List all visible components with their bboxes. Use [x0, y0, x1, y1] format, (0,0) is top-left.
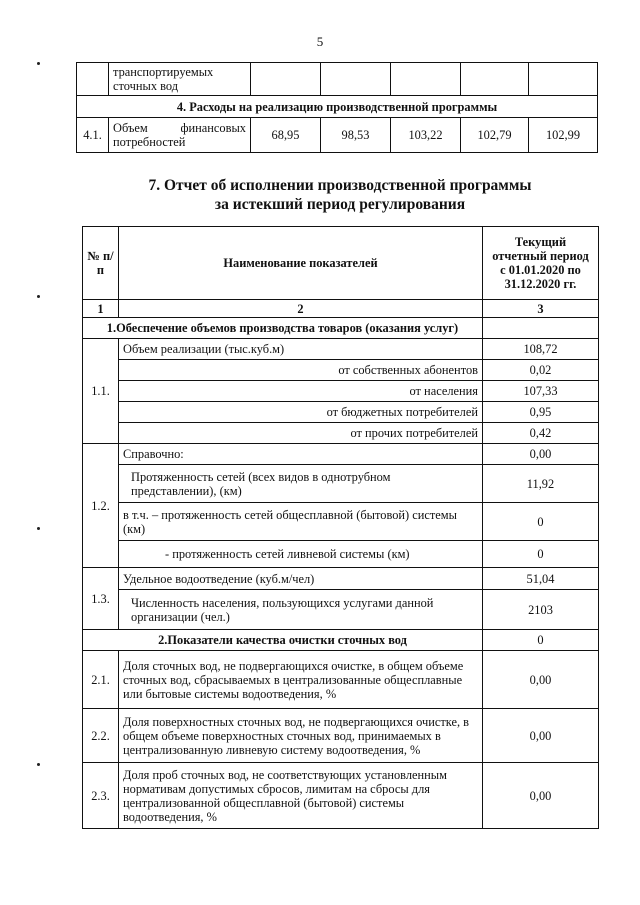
indicator-value: 108,72 — [483, 339, 599, 360]
section4-header: 4. Расходы на реализацию производственной программы — [77, 96, 598, 118]
report-table — [82, 226, 599, 829]
header-period: Текущий отчетный период с 01.01.2020 по 31.12.2020 гг. — [483, 227, 599, 300]
column-number: 3 — [483, 300, 599, 318]
indicator-value: 0,42 — [483, 423, 599, 444]
indicator-name: от населения — [119, 381, 483, 402]
row-4-1 — [77, 118, 598, 153]
indicator-value: 0,00 — [483, 709, 599, 763]
page-number: 5 — [316, 34, 324, 49]
section2-value: 0 — [483, 630, 599, 651]
column-number: 2 — [119, 300, 483, 318]
indicator-value: 0,02 — [483, 360, 599, 381]
carry-name-cell: транспортируемых сточных вод — [109, 63, 251, 96]
group-1-2-num: 1.2. — [83, 444, 119, 568]
carry-num-cell — [77, 63, 109, 96]
indicator-value: 0,00 — [483, 444, 599, 465]
row-4-1-value: 98,53 — [321, 118, 391, 153]
indicator-value: 2103 — [483, 590, 599, 630]
indicator-value: 0,00 — [483, 651, 599, 709]
row-4-1-value: 102,99 — [529, 118, 598, 153]
section7-title-line1: 7. Отчет об исполнении производственной программы — [148, 177, 532, 194]
carry-value-cell — [251, 63, 321, 96]
header-num: № п/п — [83, 227, 119, 300]
header-name: Наименование показателей — [119, 227, 483, 300]
group-1-3-num: 1.3. — [83, 568, 119, 630]
section7-title-line2: за истекший период регулирования — [214, 196, 466, 213]
top-table — [76, 62, 598, 153]
section1-value — [483, 318, 599, 339]
scan-speck — [37, 62, 40, 65]
row-4-1-name-part: потребностей — [113, 135, 186, 149]
indicator-value: 107,33 — [483, 381, 599, 402]
section1-header: 1.Обеспечение объемов производства товаров (оказания услуг) — [83, 318, 483, 339]
indicator-value: 51,04 — [483, 568, 599, 590]
indicator-value: 0,00 — [483, 763, 599, 829]
row-4-1-name — [109, 118, 251, 153]
row-4-1-value: 102,79 — [461, 118, 529, 153]
scan-speck — [37, 763, 40, 766]
indicator-name: от прочих потребителей — [119, 423, 483, 444]
section2-header: 2.Показатели качества очистки сточных вод — [83, 630, 483, 651]
carry-value-cell — [391, 63, 461, 96]
indicator-value: 0 — [483, 541, 599, 568]
carry-value-cell — [461, 63, 529, 96]
indicator-value: 0,95 — [483, 402, 599, 423]
column-number: 1 — [83, 300, 119, 318]
row-num: 2.1. — [83, 651, 119, 709]
indicator-name: Удельное водоотведение (куб.м/чел) — [119, 568, 483, 590]
indicator-name: Протяженность сетей (всех видов в однотрубном представлении), (км) — [119, 465, 483, 503]
group-1-1-num: 1.1. — [83, 339, 119, 444]
scan-speck — [37, 295, 40, 298]
indicator-name: - протяженность сетей ливневой системы (км) — [119, 541, 483, 568]
carry-value-cell — [529, 63, 598, 96]
column-numbers-row — [83, 300, 599, 318]
indicator-name: от бюджетных потребителей — [119, 402, 483, 423]
header-row — [83, 227, 599, 300]
indicator-value: 11,92 — [483, 465, 599, 503]
scan-speck — [37, 527, 40, 530]
indicator-name: в т.ч. – протяженность сетей общесплавной (бытовой) системы (км) — [119, 503, 483, 541]
row-num: 2.3. — [83, 763, 119, 829]
indicator-name: Доля поверхностных сточных вод, не подвергающихся очистке, в общем объеме поверхностных сточных вод, принимаемых в централизованную ливневую систему водоотведения, % — [119, 709, 483, 763]
row-4-1-num: 4.1. — [77, 118, 109, 153]
indicator-name: от собственных абонентов — [119, 360, 483, 381]
row-4-1-name-part: Объем — [113, 121, 148, 135]
indicator-value: 0 — [483, 503, 599, 541]
indicator-name: Доля сточных вод, не подвергающихся очистке, в общем объеме сточных вод, сбрасываемых в централизованные общесплавные или бытовые системы водоотведения, % — [119, 651, 483, 709]
row-num: 2.2. — [83, 709, 119, 763]
carry-row — [77, 63, 598, 96]
indicator-name: Доля проб сточных вод, не соответствующих установленным нормативам допустимых сбросов, лимитам на сбросы для централизованной общесплавной (бытовой) системы водоотведения, % — [119, 763, 483, 829]
row-4-1-value: 68,95 — [251, 118, 321, 153]
row-4-1-name-part: финансовых — [180, 121, 246, 135]
indicator-name: Справочно: — [119, 444, 483, 465]
carry-value-cell — [321, 63, 391, 96]
indicator-name: Объем реализации (тыс.куб.м) — [119, 339, 483, 360]
indicator-name: Численность населения, пользующихся услугами данной организации (чел.) — [119, 590, 483, 630]
row-4-1-value: 103,22 — [391, 118, 461, 153]
